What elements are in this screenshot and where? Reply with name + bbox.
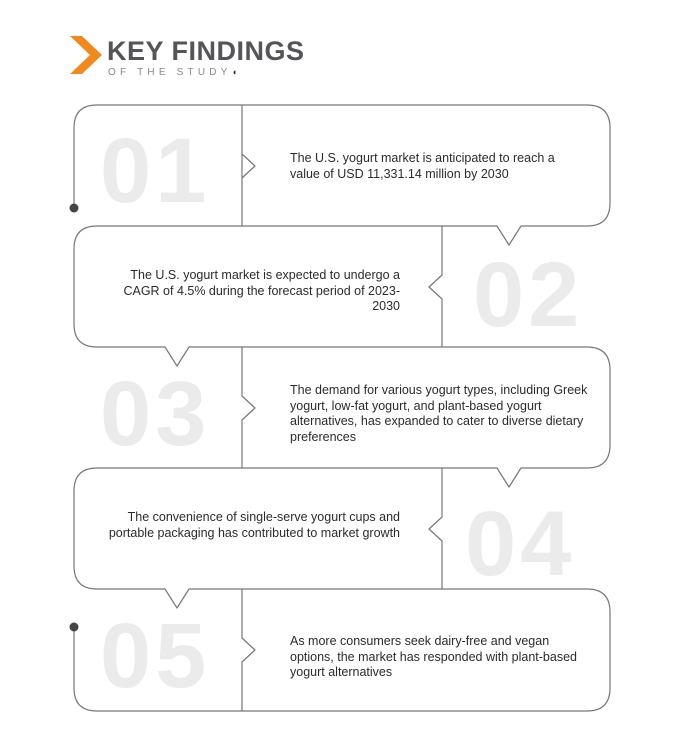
finding-number-01: 01 <box>100 120 211 222</box>
finding-text-01: The U.S. yogurt market is anticipated to reach a value of USD 11,331.14 million by 2030 <box>290 151 555 181</box>
row-2-divider <box>429 226 442 347</box>
row-5-divider <box>242 589 255 711</box>
finding-number-02: 02 <box>473 244 584 346</box>
page-title: KEY FINDINGS <box>107 36 305 66</box>
finding-text-03: The demand for various yogurt types, including Greek yogurt, low-fat yogurt, and plant-based yogurt alternatives, has expanded to cater to diverse dietary preferences <box>290 383 588 444</box>
finding-number-03: 03 <box>100 363 211 465</box>
finding-text-04: The convenience of single-serve yogurt cups and portable packaging has contributed to market growth <box>108 510 400 540</box>
finding-number-04: 04 <box>465 493 576 595</box>
row-3-divider <box>242 347 255 468</box>
row-4-divider <box>429 468 442 589</box>
end-dot <box>70 623 79 632</box>
finding-text-05: As more consumers seek dairy-free and vegan options, the market has responded with plant-based yogurt alternatives <box>290 634 577 679</box>
row-1-divider-notch <box>242 154 255 178</box>
page-subtitle-text: OF THE STUDY <box>108 67 232 78</box>
finding-text-02: The U.S. yogurt market is expected to undergo a CAGR of 4.5% during the forecast period of 2023-2030 <box>123 268 400 313</box>
finding-number-05: 05 <box>100 605 211 707</box>
chevron-right-icon <box>70 36 102 74</box>
start-dot <box>70 204 79 213</box>
page-subtitle <box>108 66 237 79</box>
crescent-icon: ◖ <box>231 67 237 77</box>
